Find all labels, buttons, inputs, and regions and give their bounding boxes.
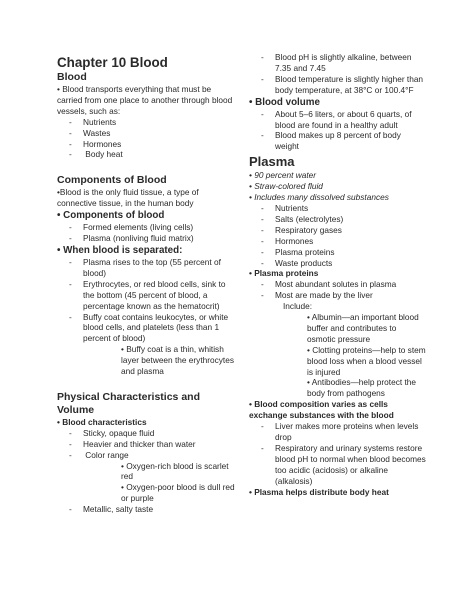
components-intro: •Blood is the only fluid tissue, a type of connective tissue, in the human body [57,187,199,209]
list-item: - Heavier and thicker than water [69,438,196,449]
list-item: - Metallic, salty taste [69,504,154,515]
physical-heading: Physical Characteristics and Volume [57,390,200,416]
plasma-fact: • Straw-colored fluid [249,181,323,192]
color-item: • Oxygen-poor blood is dull red or purple [121,482,235,504]
blood-heading: Blood [57,71,87,83]
list-item: - About 5–6 liters, or about 6 quarts, of blood are found in a healthy adult [261,108,412,130]
color-item: • Oxygen-rich blood is scarlet red [121,460,229,482]
right-column [249,52,427,497]
list-item: - Respiratory and urinary systems restore blood pH to normal when blood becomes too acidic (acidosis) or alkaline (alkalosis) [261,442,426,486]
list-item: - Most are made by the liver [261,290,373,301]
plasma-heading: Plasma [249,154,295,170]
list-item: - Blood pH is slightly alkaline, between 7.35 and 7.45 [261,52,412,73]
list-item: - Respiratory gases [261,224,342,235]
plasma-proteins-label: • Plasma proteins [249,268,319,279]
list-item: - Color range [69,449,129,460]
separated-subheading: • When blood is separated: [57,244,183,256]
list-item: - Salts (electrolytes) [261,213,344,224]
list-item: - Nutrients [69,116,117,127]
list-item: - Sticky, opaque fluid [69,427,155,438]
components-heading: Components of Blood [57,174,167,187]
buffy-note: • Buffy coat is a thin, whitish layer between the erythrocytes and plasma [121,344,234,377]
include-item: • Albumin—an important blood buffer and contributes to osmotic pressure [307,312,419,344]
composition-label: • Blood composition varies as cells exchange substances with the blood [249,399,394,421]
list-item: - Waste products [261,257,333,268]
transport-list [57,117,235,161]
list-item: - Blood makes up 8 percent of body weight [261,130,401,152]
list-item: - Erythrocytes, or red blood cells, sink to the bottom (45 percent of blood, a percentage known as the hematocrit) [69,278,226,311]
components-subheading: • Components of blood [57,210,165,222]
characteristics-label: • Blood characteristics [57,416,147,427]
list-item: - Blood temperature is slightly higher than body temperature, at 38°C or 100.4°F [261,73,424,95]
list-item: - Nutrients [261,202,309,213]
distribute-label: • Plasma helps distribute body heat [249,486,389,497]
list-item: - Liver makes more proteins when levels drop [261,421,419,442]
chapter-title: Chapter 10 Blood [57,55,168,70]
volume-subheading: • Blood volume [249,96,320,108]
include-label: Include: [283,301,313,312]
list-item: - Plasma proteins [261,246,335,257]
plasma-fact: • Includes many dissolved substances [249,192,389,203]
list-item: - Plasma (nonliving fluid matrix) [69,233,194,244]
list-item: - Hormones [69,138,122,149]
include-item: • Antibodies—help protect the body from pathogens [307,377,416,399]
left-column [57,52,235,515]
list-item: - Buffy coat contains leukocytes, or white blood cells, and platelets (less than 1 percent of blood) [69,311,229,344]
include-item: • Clotting proteins—help to stem blood loss when a blood vessel is injured [307,344,426,377]
list-item: - Hormones [261,235,314,246]
list-item: - Plasma rises to the top (55 percent of blood) [69,256,221,278]
list-item: - Most abundant solutes in plasma [261,279,397,290]
list-item: - Body heat [69,149,123,160]
blood-intro: • Blood transports everything that must be carried from one place to another through blood vessels, such as: [57,84,233,116]
list-item: - Wastes [69,127,111,138]
list-item: - Formed elements (living cells) [69,222,194,233]
plasma-fact: • 90 percent water [249,170,317,181]
